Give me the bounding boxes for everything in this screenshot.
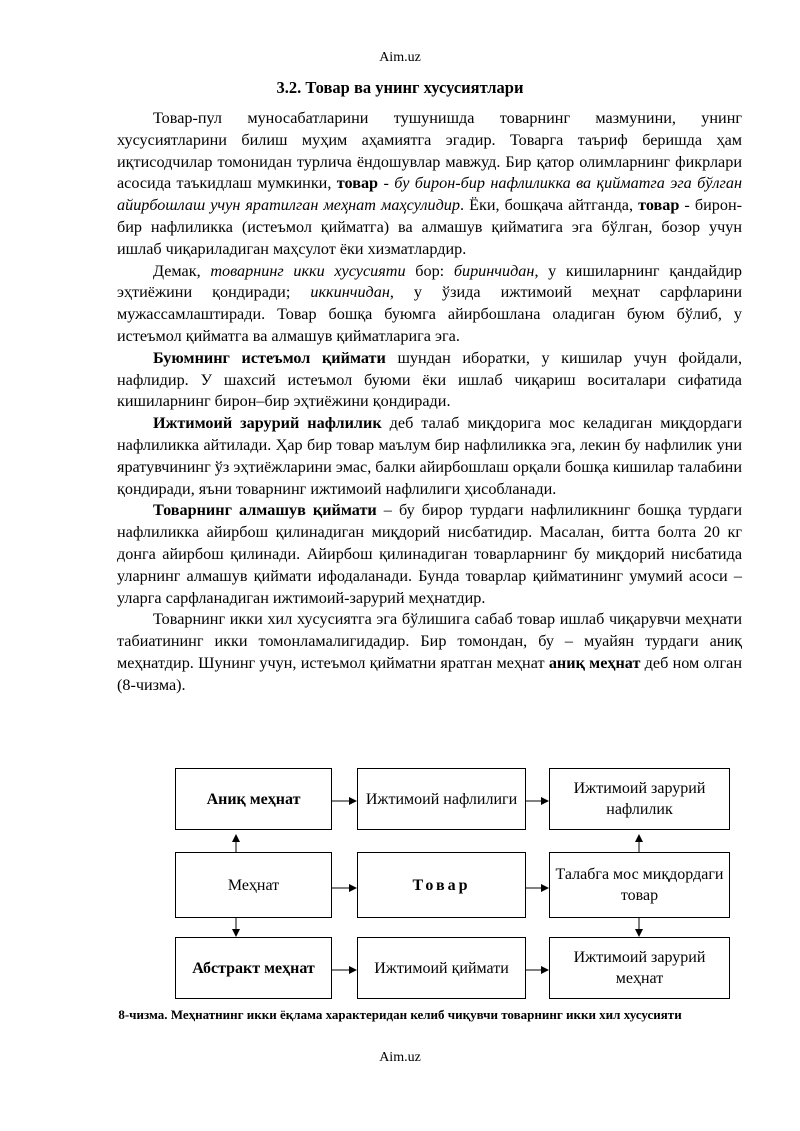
text: - — [378, 174, 395, 193]
text: , у ўзида ижтимоий меҳнат сарфларини мужассамлаштиради. Товар бошқа буюмга айирбошлана оладиган буюм бўлиб, у истеъмол қийматга ва алмашув қийматларига эга. — [117, 283, 742, 345]
emphasis: биринчидан — [453, 261, 535, 280]
text: шундан иборатки, у кишилар учун фойдали, нафлидир. У шахсий истеъмол буюми ёки ишлаб чиқариш воситалари сифатида кишиларнинг бирон–бир эҳтиёжини қондиради. — [117, 348, 742, 411]
box-talab-tovar: Талабга мос миқдордаги товар — [549, 852, 730, 918]
paragraph-6 — [117, 609, 742, 696]
text: деб ном олган (8-чизма). — [117, 653, 742, 694]
page-footer: Aim.uz — [379, 1050, 421, 1065]
text: Товарнинг икки хил хусусиятга эга бўлишига сабаб товар ишлаб чиқарувчи меҳнати табиатининг икки томонламалигидадир. Бир томондан, бу – муайян турдаги аниқ меҳнатдир. Шунинг учун, истеъмол қийматни яратган меҳнат — [117, 610, 742, 672]
body-text — [117, 108, 742, 697]
paragraph-5 — [117, 500, 742, 609]
text: Товар-пул муносабатларини тушунишда товарнинг мазмунини, унинг хусусиятларини билиш муҳим аҳамиятга эгадир. Товарга таъриф беришда ҳам иқтисодчилар томонидан турлича ёндошувлар мавжуд. Бир қатор олимларнинг фикрлари асосида таъкидлаш мумкинки, — [117, 109, 742, 193]
box-mehnat: Меҳнат — [175, 852, 332, 918]
emphasis: иккинчидан — [310, 283, 390, 302]
box-tovar: Товар — [357, 852, 526, 918]
term: Товарнинг алмашув қиймати — [153, 501, 377, 520]
text: , у кишиларнинг қандайдир эҳтиёжини қондиради; — [117, 261, 743, 302]
term-tovar: товар — [638, 196, 680, 215]
text: деб талаб миқдорига мос келадиган миқдордаги нафлиликка айтилади. Ҳар бир товар маълум бир нафлиликка эга, лекин бу нафлилик уни яратувчининг ўз эҳтиёжларини эмас, балки айирбошлаш орқали бошқа кишилар талабини қондиради, яъни товарнинг ижтимоий нафлилиги ҳисобланади. — [117, 414, 742, 498]
box-aniq-mehnat: Аниқ меҳнат — [175, 768, 332, 830]
term: аниқ меҳнат — [548, 653, 641, 672]
term: Буюмнинг истеъмол қиймати — [153, 348, 386, 367]
box-ijtimoiy-zaruriy-naflilik: Ижтимоий зарурий нафлилик — [549, 768, 730, 830]
box-abstrakt-mehnat: Абстракт меҳнат — [175, 937, 332, 999]
term: Ижтимоий зарурий нафлилик — [153, 414, 382, 433]
box-ijtimoiy-qiymat: Ижтимоий қиймати — [357, 937, 526, 999]
paragraph-3 — [117, 348, 742, 413]
section-title: 3.2. Товар ва унинг хусусиятлари — [276, 78, 524, 97]
figure-caption: 8-чизма. Меҳнатнинг икки ёқлама характеридан келиб чиқувчи товарнинг икки хил хусусияти — [118, 1007, 682, 1022]
text: Демак, — [153, 261, 211, 280]
definition: бу бирон-бир нафлиликка ва қийматга эга бўлган айирбошлаш учун яратилган меҳнат маҳсулидир — [117, 174, 742, 215]
text: – бу бирор турдаги нафлиликнинг бошқа турдаги нафлиликка айирбош қилинадиган миқдорий нисбатидир. Масалан, битта болта 20 кг донга айирбош қилинади. Айирбош қилинадиган товарларнинг бу миқдорий нисбатида уларнинг алмашув қиймати ифодаланади. Бунда товарлар қийматининг умумий асоси – уларга сарфланадиган ижтимоий-зарурий меҳнатдир. — [117, 501, 742, 607]
text: - бирон-бир нафлиликка (истеъмол қийматга) ва алмашув қийматига эга бўлган, бозор учун ишлаб чиқариладиган маҳсулот ёки хизматлардир. — [117, 196, 743, 258]
text: бор: — [405, 261, 454, 280]
term-tovar: товар — [336, 174, 379, 193]
box-ijtimoiy-zaruriy-mehnat: Ижтимоий зарурий меҳнат — [549, 937, 730, 999]
page-header: Aim.uz — [379, 50, 421, 65]
emphasis: товарнинг икки хусусияти — [210, 261, 406, 280]
text: . Ёки, бошқача айтганда, — [459, 196, 639, 215]
paragraph-2 — [117, 261, 742, 348]
paragraph-1 — [117, 108, 742, 261]
box-ijtimoiy-naflilik: Ижтимоий нафлилиги — [357, 768, 526, 830]
paragraph-4 — [117, 413, 742, 500]
